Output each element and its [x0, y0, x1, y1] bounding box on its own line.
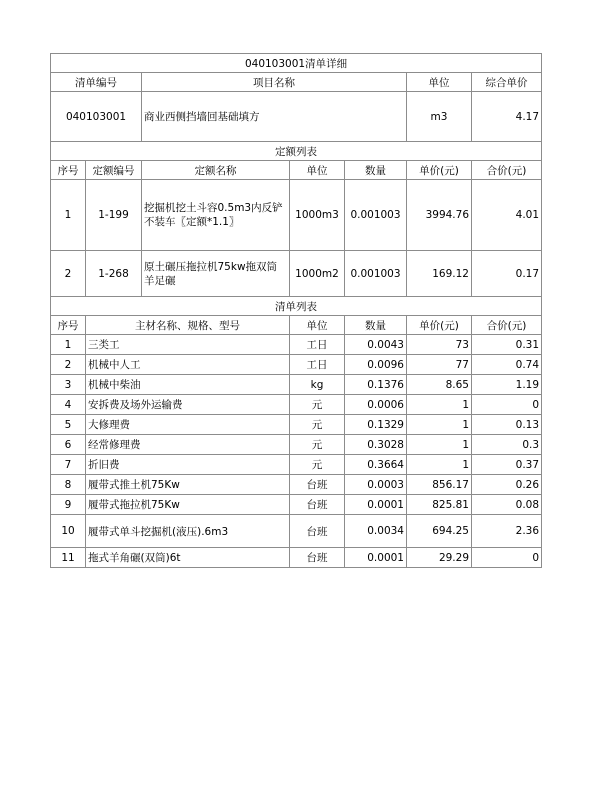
material-name: 机械中人工 — [86, 355, 290, 375]
quota-code: 1-199 — [86, 180, 142, 251]
material-qty-header: 数量 — [345, 316, 407, 335]
material-name: 三类工 — [86, 335, 290, 355]
material-qty: 0.0096 — [345, 355, 407, 375]
item-row — [51, 92, 542, 142]
item-price-header: 综合单价 — [472, 73, 542, 92]
material-name: 大修理费 — [86, 415, 290, 435]
quota-name: 挖掘机挖土斗容0.5m3内反铲不装车〖定额*1.1〗 — [142, 180, 290, 251]
quota-qty: 0.001003 — [345, 180, 407, 251]
material-row — [51, 455, 542, 475]
material-total: 0.13 — [472, 415, 542, 435]
quota-unit: 1000m3 — [290, 180, 345, 251]
material-no: 6 — [51, 435, 86, 455]
material-unit: 工日 — [290, 335, 345, 355]
material-name: 履带式推土机75Kw — [86, 475, 290, 495]
material-price: 825.81 — [407, 495, 472, 515]
material-unit: kg — [290, 375, 345, 395]
material-no: 4 — [51, 395, 86, 415]
material-unit: 台班 — [290, 475, 345, 495]
material-row — [51, 335, 542, 355]
material-no: 3 — [51, 375, 86, 395]
quota-no-header: 序号 — [51, 161, 86, 180]
material-unit: 元 — [290, 435, 345, 455]
material-no: 10 — [51, 515, 86, 548]
material-row — [51, 415, 542, 435]
quota-unit: 1000m2 — [290, 251, 345, 297]
quota-total: 4.01 — [472, 180, 542, 251]
quota-name: 原土碾压拖拉机75kw拖双筒羊足碾 — [142, 251, 290, 297]
material-no-header: 序号 — [51, 316, 86, 335]
material-no: 8 — [51, 475, 86, 495]
quota-total: 0.17 — [472, 251, 542, 297]
material-name: 履带式拖拉机75Kw — [86, 495, 290, 515]
quota-row — [51, 180, 542, 251]
quota-unit-header: 单位 — [290, 161, 345, 180]
material-price: 73 — [407, 335, 472, 355]
quota-price-header: 单价(元) — [407, 161, 472, 180]
quota-section-title: 定额列表 — [51, 142, 542, 161]
material-unit-header: 单位 — [290, 316, 345, 335]
material-name: 折旧费 — [86, 455, 290, 475]
item-price: 4.17 — [472, 92, 542, 142]
material-price: 1 — [407, 435, 472, 455]
quota-price: 169.12 — [407, 251, 472, 297]
material-total: 0 — [472, 548, 542, 568]
material-total: 0.74 — [472, 355, 542, 375]
item-name-header: 项目名称 — [142, 73, 407, 92]
material-total: 2.36 — [472, 515, 542, 548]
material-qty: 0.0006 — [345, 395, 407, 415]
material-no: 9 — [51, 495, 86, 515]
quota-qty-header: 数量 — [345, 161, 407, 180]
material-qty: 0.1329 — [345, 415, 407, 435]
material-unit: 台班 — [290, 495, 345, 515]
quota-row — [51, 251, 542, 297]
quota-name-header: 定额名称 — [142, 161, 290, 180]
material-total: 0 — [472, 395, 542, 415]
item-unit-header: 单位 — [407, 73, 472, 92]
material-name: 拖式羊角碾(双筒)6t — [86, 548, 290, 568]
material-row — [51, 475, 542, 495]
material-name-header: 主材名称、规格、型号 — [86, 316, 290, 335]
material-total: 0.31 — [472, 335, 542, 355]
material-qty: 0.0003 — [345, 475, 407, 495]
material-name: 经常修理费 — [86, 435, 290, 455]
material-no: 1 — [51, 335, 86, 355]
material-no: 2 — [51, 355, 86, 375]
material-unit: 台班 — [290, 515, 345, 548]
material-row — [51, 548, 542, 568]
material-total: 0.3 — [472, 435, 542, 455]
material-total: 0.37 — [472, 455, 542, 475]
material-total: 1.19 — [472, 375, 542, 395]
item-code-header: 清单编号 — [51, 73, 142, 92]
material-total-header: 合价(元) — [472, 316, 542, 335]
detail-table — [50, 53, 542, 568]
material-unit: 元 — [290, 395, 345, 415]
material-row — [51, 435, 542, 455]
material-qty: 0.1376 — [345, 375, 407, 395]
material-total: 0.26 — [472, 475, 542, 495]
material-row — [51, 375, 542, 395]
material-price: 694.25 — [407, 515, 472, 548]
quota-code-header: 定额编号 — [86, 161, 142, 180]
quota-total-header: 合价(元) — [472, 161, 542, 180]
material-qty: 0.0043 — [345, 335, 407, 355]
material-price: 8.65 — [407, 375, 472, 395]
material-price: 29.29 — [407, 548, 472, 568]
material-name: 履带式单斗挖掘机(液压).6m3 — [86, 515, 290, 548]
material-price: 1 — [407, 455, 472, 475]
material-qty: 0.3664 — [345, 455, 407, 475]
sheet-title: 040103001清单详细 — [51, 54, 542, 73]
material-unit: 台班 — [290, 548, 345, 568]
material-no: 7 — [51, 455, 86, 475]
material-no: 5 — [51, 415, 86, 435]
quota-no: 2 — [51, 251, 86, 297]
material-price: 1 — [407, 415, 472, 435]
material-price: 77 — [407, 355, 472, 375]
material-unit: 工日 — [290, 355, 345, 375]
material-header-row — [51, 316, 542, 335]
item-unit: m3 — [407, 92, 472, 142]
quota-price: 3994.76 — [407, 180, 472, 251]
material-section-title: 清单列表 — [51, 297, 542, 316]
material-unit: 元 — [290, 415, 345, 435]
material-price: 1 — [407, 395, 472, 415]
material-qty: 0.0034 — [345, 515, 407, 548]
material-qty: 0.0001 — [345, 548, 407, 568]
material-qty: 0.0001 — [345, 495, 407, 515]
material-price-header: 单价(元) — [407, 316, 472, 335]
material-qty: 0.3028 — [345, 435, 407, 455]
material-row — [51, 495, 542, 515]
material-name: 安拆费及场外运输费 — [86, 395, 290, 415]
quota-code: 1-268 — [86, 251, 142, 297]
quota-no: 1 — [51, 180, 86, 251]
quota-header-row — [51, 161, 542, 180]
material-row — [51, 355, 542, 375]
material-name: 机械中柴油 — [86, 375, 290, 395]
material-row — [51, 515, 542, 548]
item-header-row — [51, 73, 542, 92]
item-code: 040103001 — [51, 92, 142, 142]
material-unit: 元 — [290, 455, 345, 475]
material-total: 0.08 — [472, 495, 542, 515]
quota-qty: 0.001003 — [345, 251, 407, 297]
item-name: 商业西侧挡墙回基础填方 — [142, 92, 407, 142]
material-row — [51, 395, 542, 415]
material-no: 11 — [51, 548, 86, 568]
material-price: 856.17 — [407, 475, 472, 495]
